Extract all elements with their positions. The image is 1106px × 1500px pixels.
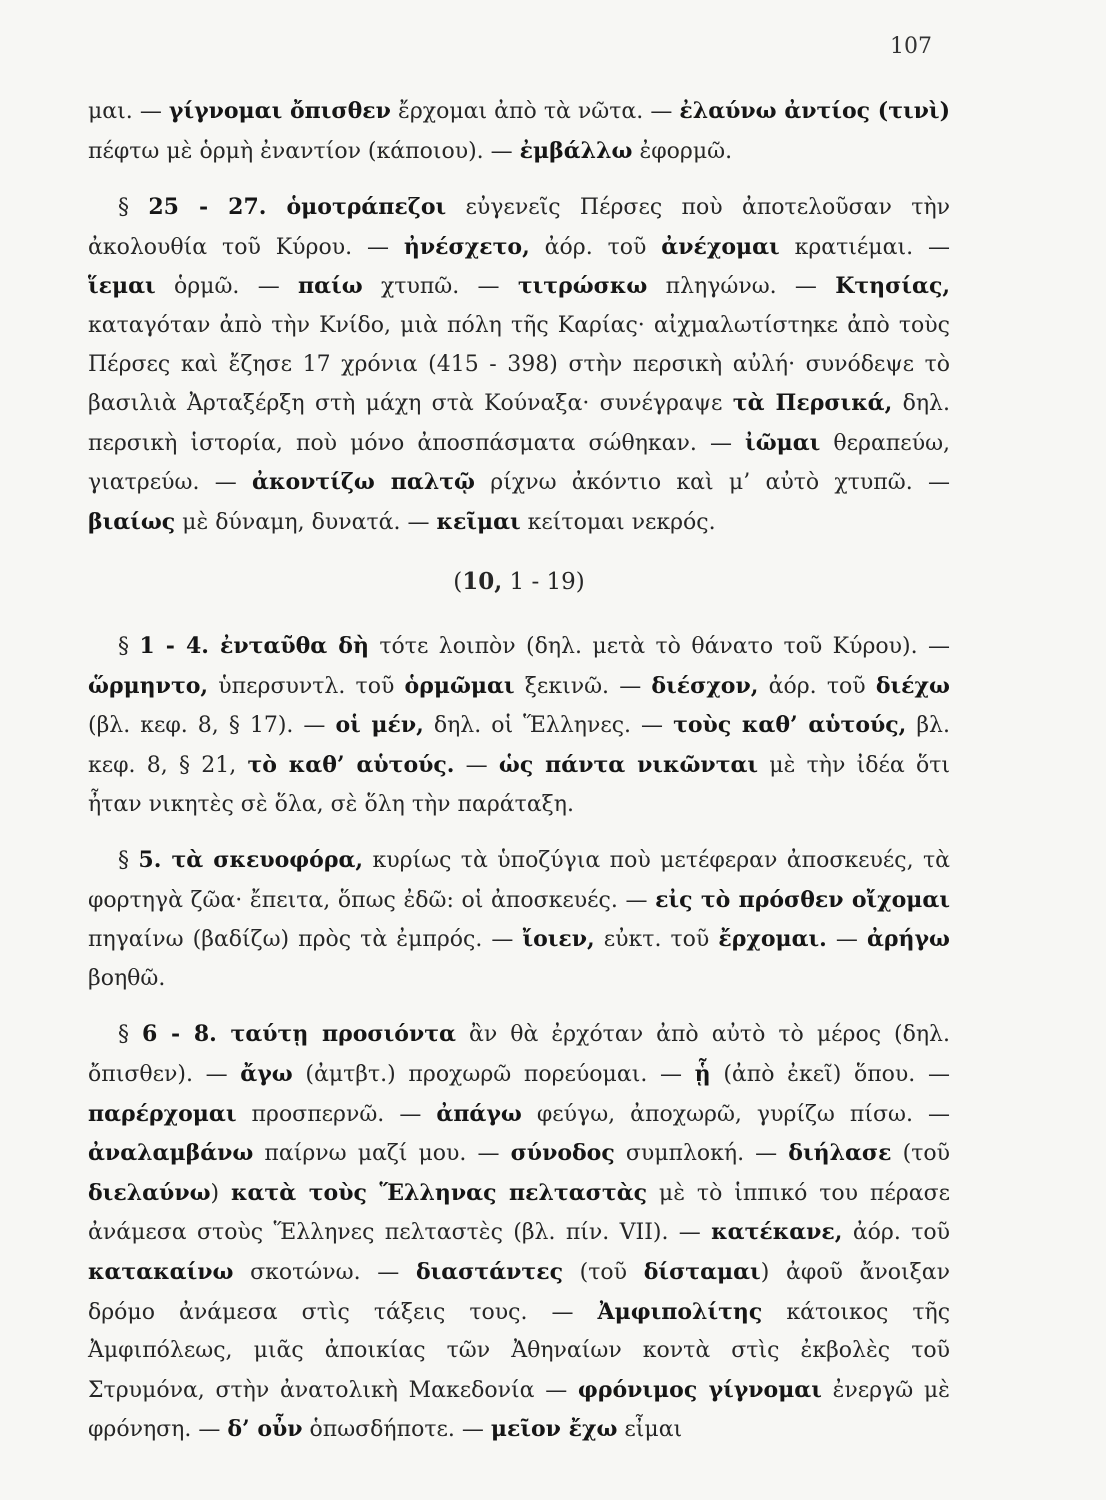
gloss-text: ἐφορμῶ.	[632, 138, 733, 164]
paragraph-2	[88, 188, 950, 542]
headword: ἠνέσχετο,	[403, 233, 530, 260]
section-heading	[88, 563, 950, 602]
headword: φρόνιμος γίγνομαι	[577, 1376, 822, 1403]
paragraph-3	[88, 627, 950, 824]
headword: τοὺς καθ’ αὑτούς,	[673, 712, 907, 739]
headword: σύνοδος	[510, 1140, 615, 1167]
gloss-text: μαι. —	[88, 99, 169, 124]
gloss-text: ἀόρ. τοῦ	[842, 1220, 950, 1246]
gloss-text: ὑπερσυντλ. τοῦ	[208, 673, 405, 699]
headword: βιαίως	[88, 508, 176, 535]
gloss-text: κάτοικος τῆς Ἀμφιπόλεως, μιᾶς ἀποικίας τῶν Ἀθηναίων κοντὰ στὶς ἐκβολὲς τοῦ Στρυμόνα, στὴν ἀνατολικὴ Μακεδονία —	[88, 1299, 951, 1403]
headword: ἵεμαι	[88, 273, 156, 300]
gloss-text: ὁρμῶ. —	[155, 274, 299, 300]
gloss-text: (τοῦ	[891, 1141, 950, 1167]
gloss-text: §	[118, 195, 149, 221]
gloss-text: φεύγω, ἀποχωρῶ, γυρίζω πίσω. —	[521, 1101, 950, 1127]
gloss-text: πηγαίνω (βαδίζω) πρὸς τὰ ἐμπρός. —	[88, 927, 523, 953]
headword: ἄγω	[240, 1061, 293, 1088]
heading-prefix: (	[453, 568, 463, 595]
headword: εἰς τὸ πρόσθεν οἴχομαι	[655, 886, 950, 913]
headword: ἴοιεν,	[522, 926, 595, 953]
paragraph-1	[88, 92, 950, 171]
gloss-text: (τοῦ	[562, 1260, 644, 1286]
paragraph-5	[88, 1015, 950, 1450]
gloss-text: ἐνεργῶ μὲ φρόνηση. —	[88, 1377, 950, 1443]
gloss-text: πληγώνω. —	[647, 274, 836, 300]
gloss-text: εὐκτ. τοῦ	[594, 927, 719, 953]
gloss-text: πέφτω μὲ ὁρμὴ ἐναντίον (κάποιου). —	[88, 138, 520, 164]
gloss-text: ἔρχομαι ἀπὸ τὰ νῶτα. —	[390, 99, 680, 124]
gloss-text: ὁπωσδήποτε. —	[302, 1417, 491, 1443]
headword: δ’ οὖν	[227, 1416, 303, 1443]
gloss-text: καταγόταν ἀπὸ τὴν Κνίδο, μιὰ πόλη τῆς Καρίας· αἰχμαλωτίστηκε ἀπὸ τοὺς Πέρσες καὶ ἔζησε 17 χρόνια (415 - 398) στὴν περσικὴ αὐλή· συνόδεψε τὸ βασιλιὰ Ἀρταξέρξη στὴ μάχη στὰ Κούναξα· συνέγραψε	[88, 312, 950, 417]
gloss-text: παίρνω μαζί μου. —	[253, 1141, 511, 1167]
gloss-text: προσπερνῶ. —	[236, 1101, 437, 1127]
gloss-text: ἀόρ. τοῦ	[529, 234, 662, 260]
gloss-text: χτυπῶ. —	[362, 274, 518, 300]
headword: τὰ Περσικά,	[732, 390, 893, 417]
headword: ἀναλαμβάνω	[88, 1140, 254, 1167]
headword: ἰῶμαι	[745, 429, 821, 456]
gloss-text: δηλ. οἱ Ἕλληνες. —	[423, 713, 674, 739]
headword: διαστάντες	[415, 1259, 563, 1286]
headword: ἐμβάλλω	[519, 137, 633, 164]
gloss-text: μὲ τὸ ἱππικό του πέρασε ἀνάμεσα στοὺς Ἕλληνες πελταστὲς (βλ. πίν. VII). —	[88, 1180, 950, 1246]
headword: παίω	[298, 273, 363, 300]
headword: ἐλαύνω ἀντίος (τινὶ)	[679, 98, 950, 124]
gloss-text: ἂν θὰ ἐρχόταν ἀπὸ αὐτὸ τὸ μέρος (δηλ. ὄπισθεν). —	[88, 1022, 950, 1088]
gloss-text: κυρίως τὰ ὑποζύγια ποὺ μετέφεραν ἀποσκευές, τὰ φορτηγὰ ζῶα· ἔπειτα, ὅπως ἐδῶ: οἱ ἀποσκευές. —	[88, 848, 950, 913]
headword: ἀνέχομαι	[661, 233, 780, 260]
headword: ᾗ	[694, 1061, 711, 1088]
headword: κατέκανε,	[711, 1219, 843, 1246]
headword: ὥρμηντο,	[88, 672, 209, 699]
commentary-text	[88, 92, 950, 1450]
gloss-text: σκοτώνω. —	[233, 1260, 416, 1286]
gloss-text: βοηθῶ.	[88, 965, 166, 991]
headword: ὁρμῶμαι	[404, 672, 515, 699]
headword: ἀπάγω	[436, 1100, 522, 1127]
headword: 1 - 4. ἐνταῦθα δὴ	[139, 633, 369, 660]
gloss-text: μὲ τὴν ἰδέα ὅτι ἦταν νικητὲς σὲ ὅλα, σὲ ὅλη τὴν παράταξη.	[88, 752, 950, 817]
gloss-text: §	[118, 1022, 143, 1048]
headword: οἱ μέν,	[335, 712, 424, 739]
gloss-text: εὐγενεῖς Πέρσες ποὺ ἀποτελοῦσαν τὴν ἀκολουθία τοῦ Κύρου. —	[88, 195, 951, 260]
gloss-text: συμπλοκή. —	[614, 1141, 789, 1167]
gloss-text: §	[118, 848, 139, 874]
page-number: 107	[890, 34, 932, 59]
headword: Κτησίας,	[835, 273, 951, 300]
headword: κατακαίνω	[88, 1259, 234, 1286]
headword: ἀρήγω	[866, 926, 950, 953]
gloss-text: ρίχνω ἀκόντιο καὶ μ’ αὐτὸ χτυπῶ. —	[475, 470, 950, 496]
heading-range: 1 - 19)	[502, 568, 585, 595]
gloss-text: (ἀπὸ ἐκεῖ) ὅπου. —	[710, 1062, 950, 1088]
gloss-text: ξεκινῶ. —	[514, 673, 652, 699]
headword: Ἀμφιπολίτης	[597, 1298, 763, 1325]
gloss-text: (ἀμτβτ.) προχωρῶ πορεύομαι. —	[292, 1062, 695, 1088]
headword: 5. τὰ σκευοφόρα,	[138, 847, 364, 874]
paragraph-4	[88, 841, 950, 998]
headword: 25 - 27. ὁμοτράπεζοι	[148, 194, 447, 221]
gloss-text: ) ἀφοῦ ἄνοιξαν δρόμο ἀνάμεσα στὶς τάξεις τους. —	[88, 1260, 950, 1325]
headword: παρέρχομαι	[88, 1100, 237, 1127]
gloss-text: μὲ δύναμη, δυνατά. —	[175, 509, 437, 535]
gloss-text: δηλ. περσικὴ ἱστορία, ποὺ μόνο ἀποσπάσματα σώθηκαν. —	[88, 391, 950, 456]
headword: διέχω	[875, 672, 950, 699]
headword: δίσταμαι	[643, 1259, 761, 1286]
headword: ἔρχομαι.	[718, 926, 827, 953]
gloss-text: βλ. κεφ. 8, § 21,	[88, 713, 950, 778]
headword: τιτρώσκω	[517, 273, 648, 300]
gloss-text: εἶμαι	[617, 1417, 683, 1443]
gloss-text: ἀόρ. τοῦ	[758, 673, 876, 699]
gloss-text: )	[210, 1180, 232, 1206]
headword: διήλασε	[788, 1140, 892, 1167]
gloss-text: —	[826, 927, 867, 953]
gloss-text: (βλ. κεφ. 8, § 17). —	[88, 713, 336, 739]
headword: μεῖον ἔχω	[490, 1416, 618, 1443]
gloss-text: τότε λοιπὸν (δηλ. μετὰ τὸ θάνατο τοῦ Κύρου). —	[368, 634, 950, 660]
heading-chapter: 10,	[462, 567, 503, 595]
headword: τὸ καθ’ αὑτούς.	[247, 751, 455, 778]
gloss-text: κείτομαι νεκρός.	[520, 509, 716, 535]
headword: ὡς πάντα νικῶνται	[498, 751, 759, 778]
headword: κεῖμαι	[436, 508, 521, 535]
gloss-text: —	[454, 752, 499, 778]
gloss-text: §	[118, 634, 140, 660]
headword: κατὰ τοὺς Ἕλληνας πελταστὰς	[231, 1179, 648, 1206]
headword: ἀκοντίζω παλτῷ	[252, 469, 476, 496]
headword: διελαύνω	[88, 1179, 211, 1206]
headword: γίγνομαι ὄπισθεν	[168, 98, 391, 124]
headword: διέσχον,	[651, 672, 759, 699]
headword: 6 - 8. ταύτῃ προσιόντα	[142, 1021, 456, 1048]
gloss-text: κρατιέμαι. —	[779, 234, 950, 260]
gloss-text: θεραπεύω, γιατρεύω. —	[88, 430, 950, 496]
